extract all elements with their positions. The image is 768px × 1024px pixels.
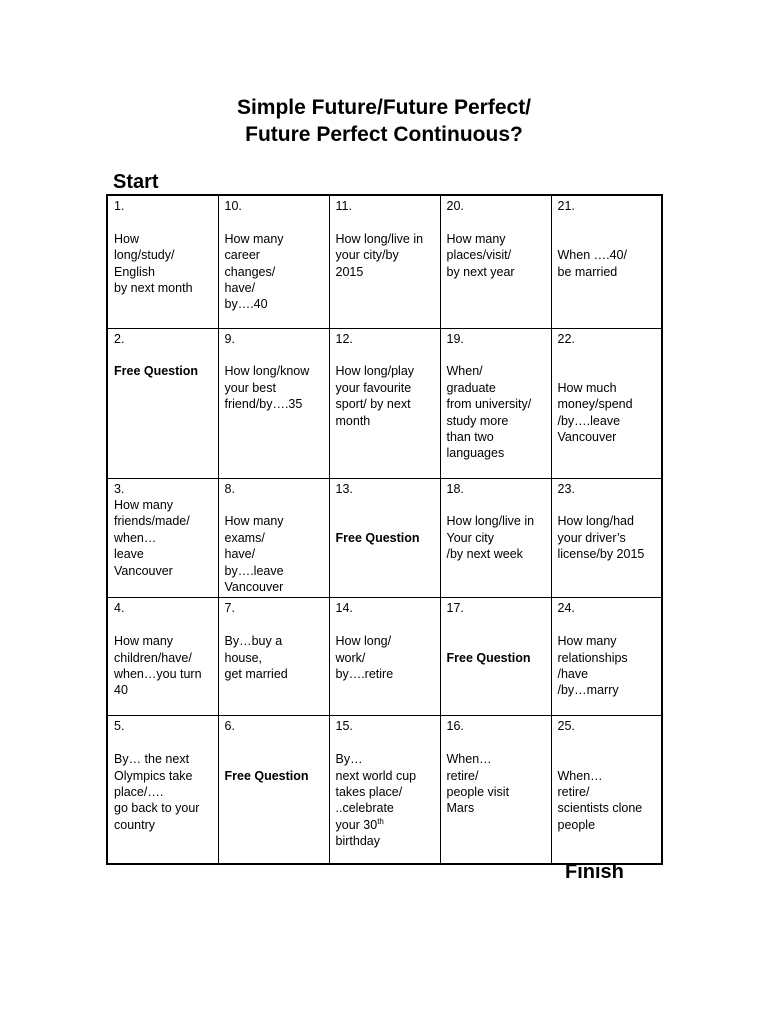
cell-prompt-text: How long/play your favourite sport/ by next month	[335, 364, 415, 428]
cell-prompt	[114, 617, 212, 699]
free-question-label	[225, 735, 323, 784]
cell-prompt-text: How long/live in Your city /by next week	[446, 514, 535, 562]
board-cell	[551, 478, 662, 598]
board-cell	[551, 195, 662, 328]
cell-prompt	[114, 497, 212, 579]
cell-number: 17.	[446, 601, 464, 616]
cell-number: 25.	[557, 719, 575, 734]
board-row	[107, 195, 662, 328]
cell-number: 18.	[446, 481, 464, 496]
board-cell	[107, 478, 218, 598]
cell-prompt-text: How much money/spend /by….leave Vancouver	[557, 380, 633, 444]
cell-prompt	[336, 347, 434, 429]
cell-number: 9.	[224, 331, 235, 346]
free-question-label	[336, 497, 434, 546]
cell-prompt-text: How long/had your driver’s license/by 2015	[557, 514, 645, 562]
cell-prompt	[225, 497, 323, 595]
cell-prompt	[336, 617, 434, 683]
cell-number: 22.	[557, 331, 575, 346]
free-question-label	[447, 617, 545, 666]
cell-prompt-text: How long/ work/ by….retire	[335, 634, 394, 681]
cell-number: 16.	[446, 719, 464, 734]
cell-number: 21.	[557, 199, 575, 213]
board-cell	[440, 195, 551, 328]
cell-prompt-text: Free Question	[224, 768, 309, 783]
cell-prompt	[558, 347, 656, 445]
board-cell	[440, 328, 551, 478]
board-cell	[218, 598, 329, 716]
cell-prompt-text: How many friends/made/ when… leave Vancouver	[114, 497, 190, 578]
cell-prompt-text-continued: birthday	[335, 834, 380, 849]
cell-prompt	[447, 735, 545, 817]
cell-prompt	[114, 214, 212, 296]
cell-prompt-text: How long/study/ English by next month	[114, 231, 193, 296]
ordinal-suffix: th	[377, 816, 384, 826]
board-cell	[440, 716, 551, 864]
cell-number: 5.	[114, 719, 125, 734]
cell-prompt-text: Free Question	[446, 650, 531, 665]
cell-prompt	[225, 214, 323, 312]
cell-number: 23.	[557, 481, 575, 496]
free-question-label	[114, 347, 212, 380]
board-cell	[440, 478, 551, 598]
cell-number: 12.	[335, 331, 353, 346]
board-cell	[107, 328, 218, 478]
board-row	[107, 328, 662, 478]
board-cell	[329, 716, 440, 864]
board-cell	[329, 598, 440, 716]
board-cell	[107, 195, 218, 328]
cell-prompt	[447, 347, 545, 462]
cell-number: 13.	[335, 481, 353, 496]
board-cell	[218, 478, 329, 598]
cell-number: 24.	[557, 601, 575, 616]
cell-number: 7.	[224, 601, 235, 616]
board-cell	[551, 328, 662, 478]
board-cell	[329, 195, 440, 328]
cell-number: 10.	[224, 199, 242, 213]
cell-prompt-text: How many exams/ have/ by….leave Vancouver	[224, 514, 284, 594]
cell-number: 11.	[335, 199, 352, 213]
cell-prompt	[558, 617, 656, 699]
board-cell	[107, 598, 218, 716]
cell-prompt	[114, 735, 212, 833]
cell-prompt	[336, 214, 434, 280]
cell-prompt-text: How many career changes/ have/ by….40	[224, 231, 284, 312]
cell-prompt	[447, 214, 545, 280]
cell-number: 4.	[114, 601, 125, 616]
cell-prompt-text: How many places/visit/ by next year	[446, 231, 515, 279]
board-cell	[551, 716, 662, 864]
board-cell	[440, 598, 551, 716]
cell-prompt	[336, 735, 434, 850]
cell-number: 14.	[335, 601, 353, 616]
cell-prompt-text: When/ graduate from university/ study more than two languages	[446, 364, 532, 461]
cell-number: 6.	[224, 719, 235, 734]
board-cell	[329, 478, 440, 598]
start-label: Start	[113, 171, 159, 193]
board-row	[107, 716, 662, 864]
cell-prompt-text: By…buy a house, get married	[224, 634, 288, 681]
board-cell	[218, 716, 329, 864]
cell-number: 1.	[114, 199, 125, 213]
cell-number: 19.	[446, 331, 464, 346]
page-title-line-2: Future Perfect Continuous?	[245, 123, 523, 146]
board-cell	[329, 328, 440, 478]
cell-prompt	[225, 617, 323, 683]
cell-prompt-text: By… the next Olympics take place/…. go back to your country	[114, 752, 200, 832]
cell-number: 2.	[114, 331, 125, 346]
board-cell	[107, 716, 218, 864]
cell-prompt	[225, 347, 323, 413]
cell-prompt-text: How long/know your best friend/by….35	[224, 364, 310, 412]
cell-prompt-text: How many relationships /have /by…marry	[557, 634, 628, 698]
board-row	[107, 598, 662, 716]
cell-prompt	[558, 735, 656, 833]
cell-prompt-text: How many children/have/ when…you turn 40	[114, 634, 202, 698]
cell-number: 20.	[446, 199, 464, 213]
board-cell	[218, 195, 329, 328]
cell-prompt-text: When ….40/ be married	[557, 248, 627, 279]
cell-prompt-text: When… retire/ scientists clone people	[557, 768, 643, 832]
board-cell	[551, 598, 662, 716]
page-title-line-1: Simple Future/Future Perfect/	[236, 96, 532, 119]
cell-prompt	[558, 214, 656, 280]
cell-prompt-text: Free Question	[114, 364, 199, 379]
cell-prompt-text: Free Question	[335, 530, 420, 545]
cell-prompt-text: How long/live in your city/by 2015	[335, 231, 424, 279]
cell-prompt	[447, 497, 545, 563]
cell-prompt-text: By… next world cup takes place/ ..celebrate your 30	[335, 752, 417, 832]
cell-number: 15.	[335, 719, 353, 734]
cell-prompt	[558, 497, 656, 563]
board-cell	[218, 328, 329, 478]
cell-number: 8.	[224, 481, 235, 496]
cell-prompt-text: When… retire/ people visit Mars	[446, 752, 510, 816]
board-row	[107, 478, 662, 598]
finish-label: Finish	[565, 861, 624, 883]
cell-number: 3.	[114, 481, 125, 496]
game-board	[106, 194, 663, 865]
